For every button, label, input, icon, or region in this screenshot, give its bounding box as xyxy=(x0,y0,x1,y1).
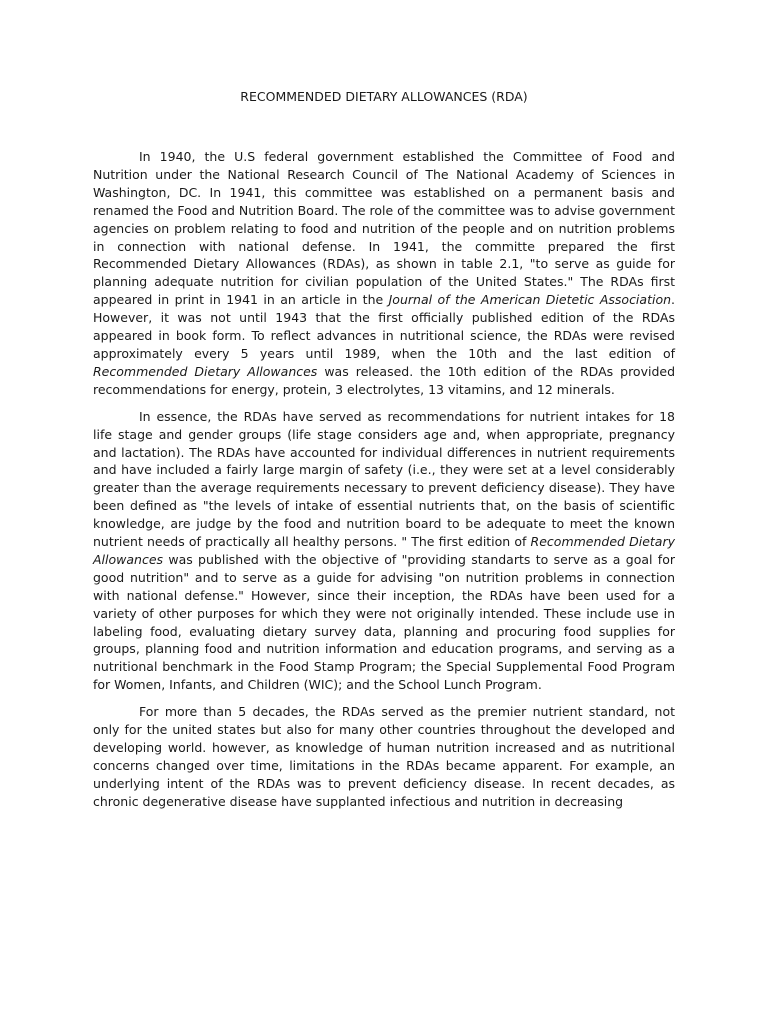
paragraph-2-text-2: was published with the objective of "providing standarts to serve as a goal for good nutrition" and to serve as a guide for advising "on nutrition problems in connection with national defense." However, since their inception, the RDAs have been used for a variety of other purposes for which they were not originally intended. These include use in labeling food, evaluating dietary survey data, planning and procuring food supplies for groups, planning food and nutrition information and education programs, and serving as a nutritional benchmark in the Food Stamp Program; the Special Supplemental Food Program for Women, Infants, and Children (WIC); and the School Lunch Program. xyxy=(93,551,675,693)
paragraph-3 xyxy=(93,703,675,810)
paragraph-1 xyxy=(93,148,675,399)
document-page xyxy=(93,88,675,820)
paragraph-1-journal-title: Journal of the American Dietetic Association xyxy=(388,292,672,308)
paragraph-1-text-1: In 1940, the U.S federal government established the Committee of Food and Nutrition under the National Research Council of The National Academy of Sciences in Washington, DC. In 1941, this committee was established on a permanent basis and renamed the Food and Nutrition Board. The role of the committee was to advise government agencies on problem relating to food and nutrition of the people and on nutrition problems in connection with national defense. In 1941, the committe prepared the first Recommended Dietary Allowances (RDAs), as shown in table 2.1, "to serve as guide for planning adequate nutrition for civilian population of the United States." The RDAs first appeared in print in 1941 in an article in the xyxy=(93,149,675,308)
paragraph-1-text-3: was released. the 10th edition of the RDAs provided recommendations for energy, protein, 3 electrolytes, 13 vitamins, and 12 minerals. xyxy=(93,363,676,397)
paragraph-3-text-1: For more than 5 decades, the RDAs served as the premier nutrient standard, not only for the united states but also for many other countries throughout the developed and developing world. however, as knowledge of human nutrition increased and as nutritional concerns changed over time, limitations in the RDAs became apparent. For example, an underlying intent of the RDAs was to prevent deficiency disease. In recent decades, as chronic degenerative disease have supplanted infectious and nutrition in decreasing xyxy=(93,704,675,809)
paragraph-1-book-title: Recommended Dietary Allowances xyxy=(93,363,318,379)
paragraph-1-text-2: . However, it was not until 1943 that the first officially published edition of the RDAs appeared in book form. To reflect advances in nutritional science, the RDAs were revised approximately every 5 years until 1989, when the 10th and the last edition of xyxy=(93,292,675,361)
paragraph-2-text-1: In essence, the RDAs have served as recommendations for nutrient intakes for 18 life stage and gender groups (life stage considers age and, when appropriate, pregnancy and lactation). The RDAs have accounted for individual differences in nutrient requirements and have included a fairly large margin of safety (i.e., they were set at a level considerably greater than the average requirements necessary to prevent deficiency disease). They have been defined as "the levels of intake of essential nutrients that, on the basis of scientific knowledge, are judge by the food and nutrition board to be adequate to meet the known nutrient needs of practically all healthy persons. " The first edition of xyxy=(93,408,675,550)
paragraph-2-book-title: Recommended Dietary Allowances xyxy=(93,534,675,567)
paragraph-2 xyxy=(93,408,675,695)
document-title: RECOMMENDED DIETARY ALLOWANCES (RDA) xyxy=(240,89,528,104)
